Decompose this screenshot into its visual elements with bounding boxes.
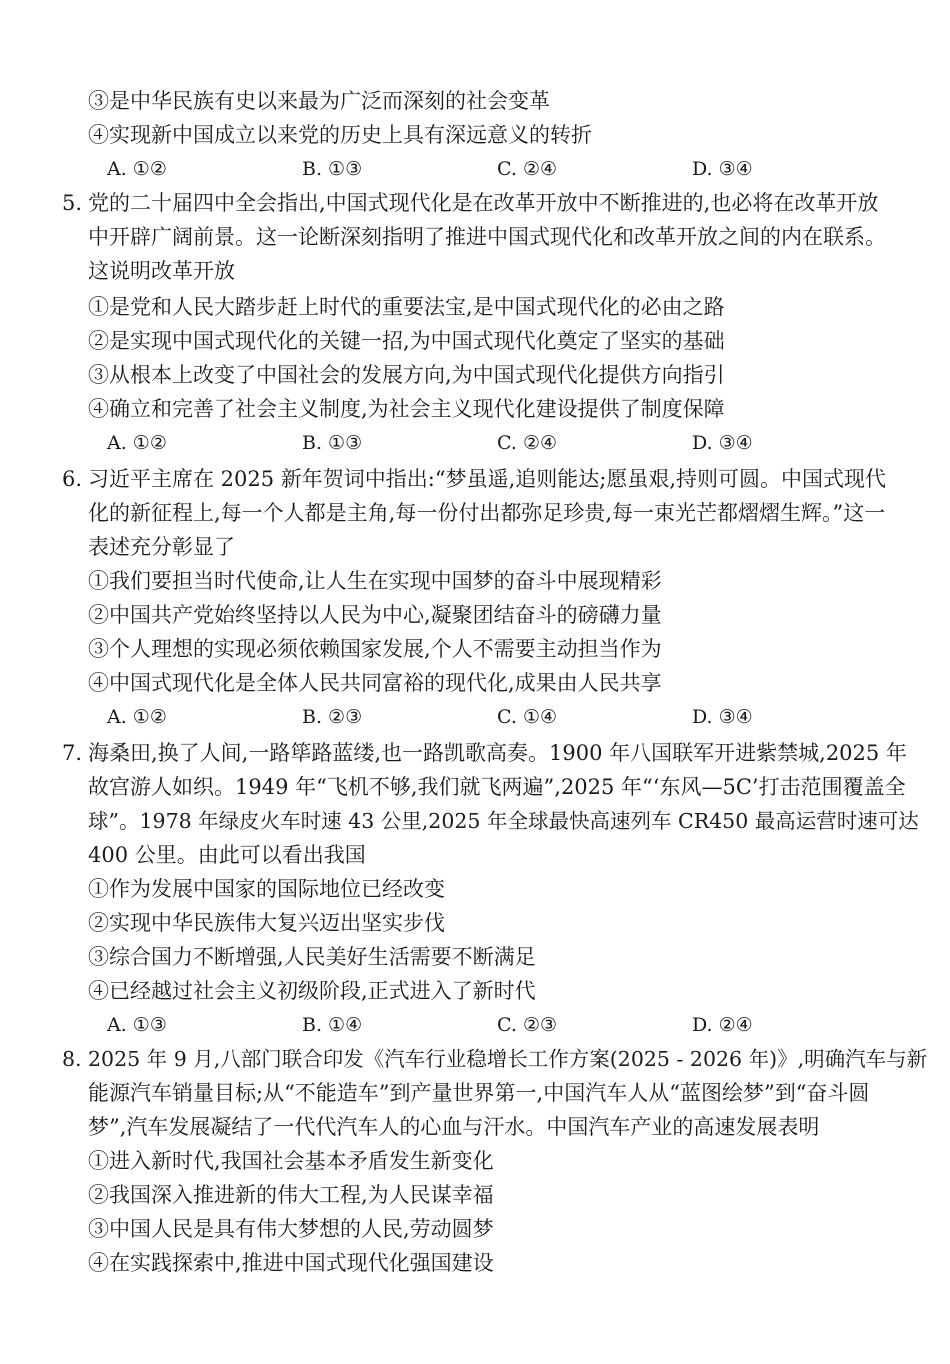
choice-d: D. ②④ bbox=[692, 1014, 753, 1036]
choice-c: C. ②④ bbox=[497, 432, 558, 454]
option-line: ②我国深入推进新的伟大工程,为人民谋幸福 bbox=[88, 1183, 494, 1207]
option-line: ④中国式现代化是全体人民共同富裕的现代化,成果由人民共享 bbox=[88, 671, 662, 695]
option-line: ④确立和完善了社会主义制度,为社会主义现代化建设提供了制度保障 bbox=[88, 397, 725, 421]
option-line: ②中国共产党始终坚持以人民为中心,凝聚团结奋斗的磅礴力量 bbox=[88, 603, 662, 627]
option-line: ③从根本上改变了中国社会的发展方向,为中国式现代化提供方向指引 bbox=[88, 363, 725, 387]
choice-d: D. ③④ bbox=[692, 706, 753, 728]
option-line: ③个人理想的实现必须依赖国家发展,个人不需要主动担当作为 bbox=[88, 637, 662, 661]
question-stem-line: 这说明改革开放 bbox=[88, 259, 235, 283]
question-stem-line: 8. 2025 年 9 月,八部门联合印发《汽车行业稳增长工作方案(2025 - 2026 年)》,明确汽车与新 bbox=[62, 1047, 928, 1071]
question-number: 5. bbox=[62, 191, 83, 215]
option-line: ①我们要担当时代使命,让人生在实现中国梦的奋斗中展现精彩 bbox=[88, 569, 662, 593]
choice-b: B. ①③ bbox=[302, 158, 363, 180]
option-line: ②实现中华民族伟大复兴迈出坚实步伐 bbox=[88, 911, 445, 935]
choice-d: D. ③④ bbox=[692, 432, 753, 454]
option-line: ①进入新时代,我国社会基本矛盾发生新变化 bbox=[88, 1149, 494, 1173]
choice-a: A. ①② bbox=[107, 706, 167, 728]
option-line: ④在实践探索中,推进中国式现代化强国建设 bbox=[88, 1251, 494, 1275]
choice-b: B. ①③ bbox=[302, 432, 363, 454]
question-stem-line: 表述充分彰显了 bbox=[88, 535, 235, 559]
option-line: ④实现新中国成立以来党的历史上具有深远意义的转折 bbox=[88, 123, 592, 147]
question-number: 7. bbox=[62, 741, 83, 765]
choice-c: C. ②③ bbox=[497, 1014, 558, 1036]
question-stem-line: 梦”,汽车发展凝结了一代代汽车人的心血与汗水。中国汽车产业的高速发展表明 bbox=[88, 1115, 820, 1139]
option-line: ③综合国力不断增强,人民美好生活需要不断满足 bbox=[88, 945, 536, 969]
question-stem-line: 7. 海桑田,换了人间,一路筚路蓝缕,也一路凯歌高奏。1900 年八国联军开进紫禁城,2025 年 bbox=[62, 741, 907, 765]
option-line: ②是实现中国式现代化的关键一招,为中国式现代化奠定了坚实的基础 bbox=[88, 329, 725, 353]
option-line: ③是中华民族有史以来最为广泛而深刻的社会变革 bbox=[88, 89, 550, 113]
option-line: ①是党和人民大踏步赶上时代的重要法宝,是中国式现代化的必由之路 bbox=[88, 295, 725, 319]
choice-a: A. ①③ bbox=[107, 1014, 167, 1036]
question-number: 6. bbox=[62, 467, 83, 491]
option-line: ③中国人民是具有伟大梦想的人民,劳动圆梦 bbox=[88, 1217, 494, 1241]
choice-b: B. ②③ bbox=[302, 706, 363, 728]
question-stem-line: 球”。1978 年绿皮火车时速 43 公里,2025 年全球最快高速列车 CR450 最高运营时速可达 bbox=[88, 809, 919, 833]
choice-a: A. ①② bbox=[107, 158, 167, 180]
question-number: 8. bbox=[62, 1047, 82, 1071]
choice-d: D. ③④ bbox=[692, 158, 753, 180]
question-stem-line: 5. 党的二十届四中全会指出,中国式现代化是在改革开放中不断推进的,也必将在改革开放 bbox=[62, 191, 879, 215]
question-stem-line: 400 公里。由此可以看出我国 bbox=[88, 843, 366, 867]
question-stem-line: 化的新征程上,每一个人都是主角,每一份付出都弥足珍贵,每一束光芒都熠熠生辉。”这一 bbox=[88, 501, 886, 525]
choice-a: A. ①② bbox=[107, 432, 167, 454]
question-stem-line: 故宫游人如织。1949 年“飞机不够,我们就飞两遍”,2025 年“‘东风—5C’打击范围覆盖全 bbox=[88, 775, 906, 799]
choice-c: C. ①④ bbox=[497, 706, 558, 728]
option-line: ①作为发展中国家的国际地位已经改变 bbox=[88, 877, 445, 901]
question-stem-line: 中开辟广阔前景。这一论断深刻指明了推进中国式现代化和改革开放之间的内在联系。 bbox=[88, 225, 886, 249]
question-stem-line: 能源汽车销量目标;从“不能造车”到产量世界第一,中国汽车人从“蓝图绘梦”到“奋斗圆 bbox=[88, 1081, 870, 1105]
choice-c: C. ②④ bbox=[497, 158, 558, 180]
choice-b: B. ①④ bbox=[302, 1014, 363, 1036]
option-line: ④已经越过社会主义初级阶段,正式进入了新时代 bbox=[88, 979, 536, 1003]
question-stem-line: 6. 习近平主席在 2025 新年贺词中指出:“梦虽遥,追则能达;愿虽艰,持则可圆。中国式现代 bbox=[62, 467, 887, 491]
